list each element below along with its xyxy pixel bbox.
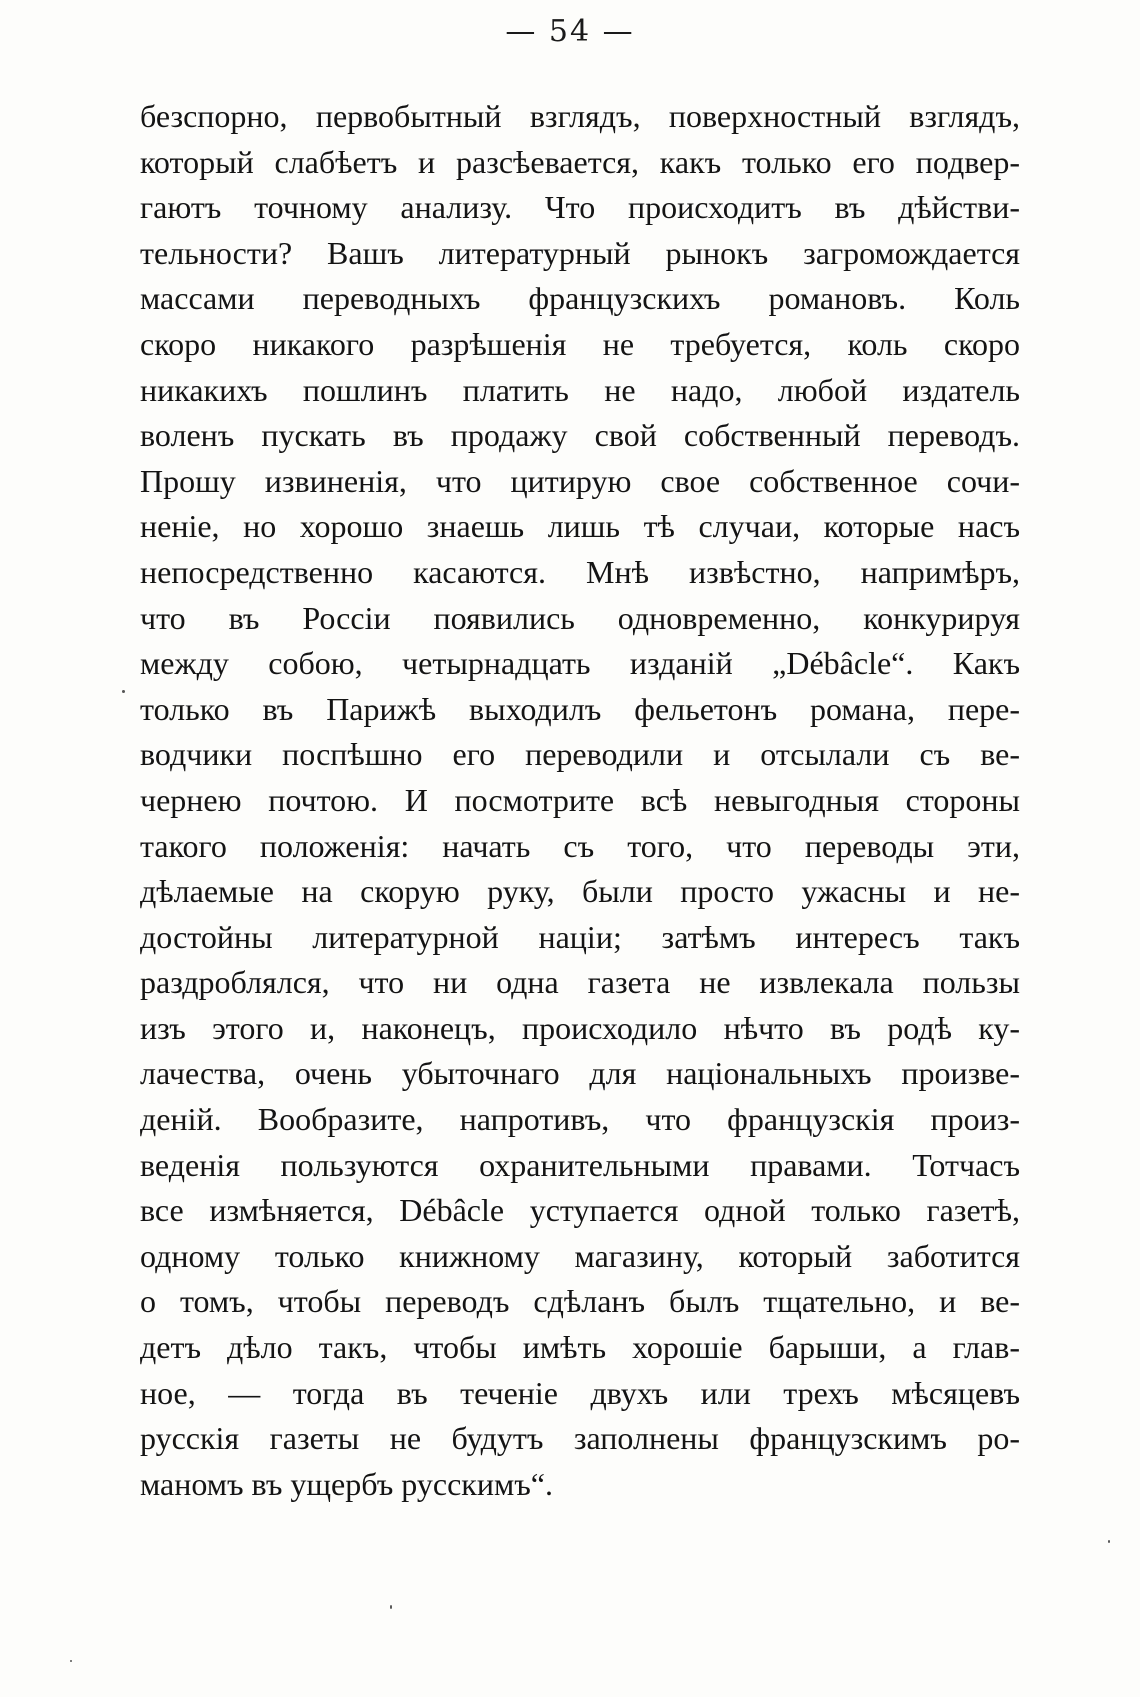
text-line: дѣлаемые на скорую руку, были просто ужасны и не- [140,873,1020,910]
body-text [140,94,1020,1507]
text-line: Прошу извиненія, что цитирую свое собственное сочи- [140,462,1020,499]
text-line: одному только книжному магазину, который заботится [140,1237,1020,1274]
text-line: о томъ, чтобы переводъ сдѣланъ былъ тщательно, и ве- [140,1283,1020,1320]
text-line-last: маномъ въ ущербъ русскимъ“. [140,1465,553,1502]
print-speck [122,690,125,693]
text-line: детъ дѣло такъ, чтобы имѣть хорошіе барыши, а глав- [140,1329,1020,1366]
text-line: воленъ пускать въ продажу свой собственный переводъ. [140,417,1020,454]
text-line: массами переводныхъ французскихъ романовъ. Коль [140,280,1020,317]
text-line: гаютъ точному анализу. Что происходитъ въ дѣйстви- [140,189,1020,226]
text-line: изъ этого и, наконецъ, происходило нѣчто въ родѣ ку- [140,1009,1020,1046]
text-line: деній. Вообразите, напротивъ, что французскія произ- [140,1101,1020,1138]
text-line: что въ Россіи появились одновременно, конкурируя [140,599,1020,636]
page-number: — 54 — [505,14,635,49]
text-line: скоро никакого разрѣшенія не требуется, коль скоро [140,325,1020,362]
text-line: водчики поспѣшно его переводили и отсылали съ ве- [140,736,1020,773]
print-speck [70,1660,72,1662]
text-line: безспорно, первобытный взглядъ, поверхностный взглядъ, [140,98,1020,134]
text-line: который слабѣетъ и разсѣевается, какъ только его подвер- [140,143,1020,180]
text-line: достойны литературной націи; затѣмъ интересъ такъ [140,918,1020,955]
text-line: чернею почтою. И посмотрите всѣ невыгодныя стороны [140,781,1020,818]
text-line: веденія пользуются охранительными правами. Тотчасъ [140,1146,1020,1183]
text-line: раздроблялся, что ни одна газета не извлекала пользы [140,964,1020,1001]
text-line: только въ Парижѣ выходилъ фельетонъ романа, пере- [140,690,1020,727]
text-line: ное, — тогда въ теченіе двухъ или трехъ мѣсяцевъ [140,1374,1020,1411]
text-line: русскія газеты не будутъ заполнены французскимъ ро- [140,1420,1020,1457]
text-line: никакихъ пошлинъ платить не надо, любой издатель [140,371,1020,408]
text-line: лачества, очень убыточнаго для національныхъ произве- [140,1055,1020,1092]
text-line: между собою, четырнадцать изданій „Débâcle“. Какъ [140,645,1020,682]
text-line: такого положенія: начать съ того, что переводы эти, [140,827,1020,864]
print-speck [1108,1540,1110,1543]
text-line: все измѣняется, Débâcle уступается одной только газетѣ, [140,1192,1020,1229]
print-speck [390,1605,392,1609]
text-line: неніе, но хорошо знаешь лишь тѣ случаи, которые насъ [140,508,1020,545]
text-line: непосредственно касаются. Мнѣ извѣстно, напримѣръ, [140,553,1020,590]
text-line: тельности? Вашъ литературный рынокъ загромождается [140,234,1020,271]
